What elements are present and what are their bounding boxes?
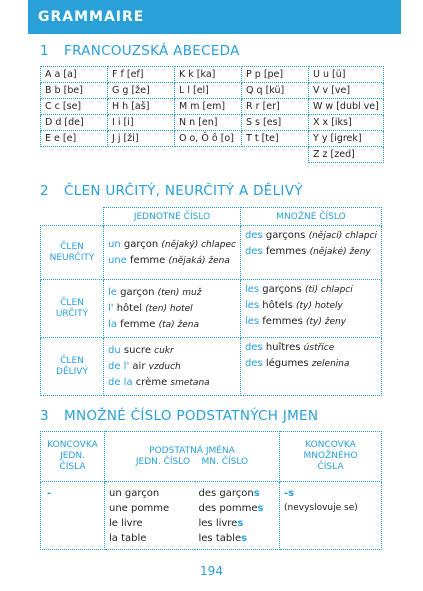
pronunciation: [ve]: [331, 85, 351, 96]
row-head: ČLEN NEURČITÝ: [41, 226, 104, 280]
translation: vzduch: [148, 361, 181, 372]
letter: U u: [313, 69, 329, 80]
header-bar: [28, 0, 401, 34]
noun: crème: [135, 376, 168, 388]
noun: huîtres: [265, 342, 301, 353]
alphabet-cell: [41, 147, 108, 163]
pronunciation: [kü]: [265, 85, 285, 96]
pronunciation: [em]: [202, 101, 226, 112]
plural-noun: des garçons: [198, 488, 260, 499]
pronunciation: [en]: [198, 117, 218, 128]
header-title: GRAMMAIRE: [38, 9, 145, 25]
alphabet-cell: [41, 115, 108, 131]
empty-corner: [41, 208, 104, 226]
letter: I i: [112, 117, 121, 128]
alphabet-cell: [108, 147, 175, 163]
article: un: [108, 238, 121, 250]
section-1-title: 1 FRANCOUZSKÁ ABECEDA: [40, 43, 240, 59]
article-example: [108, 359, 236, 375]
alphabet-row: [41, 67, 384, 83]
alphabet-row: [41, 147, 384, 163]
article-example: [108, 285, 236, 301]
alphabet-row: [41, 131, 384, 147]
letter: L l: [179, 85, 190, 96]
noun: femmes: [262, 316, 303, 327]
article-example: [108, 375, 236, 391]
article-example: [245, 282, 377, 298]
article: une: [108, 254, 127, 266]
letter: X x: [313, 117, 329, 128]
noun: garçon: [123, 238, 159, 250]
translation: smetana: [170, 377, 210, 388]
section-2-title: 2 ČLEN URČITÝ, NEURČITÝ A DĚLIVÝ: [40, 183, 303, 199]
pronunciation: [pe]: [263, 69, 284, 80]
letter: H h: [112, 101, 129, 112]
article-example: [108, 237, 236, 253]
col-singular: JEDNOTNÉ ČÍSLO: [104, 208, 241, 226]
alphabet-cell: [175, 115, 242, 131]
section-3-title: 3 MNOŽNÉ ČÍSLO PODSTATNÝCH JMEN: [40, 408, 319, 424]
translation: zelenina: [311, 359, 350, 369]
alphabet-cell: [108, 99, 175, 115]
letter: T t: [246, 133, 259, 144]
alphabet-cell: [41, 67, 108, 83]
singular-nouns: [105, 482, 195, 550]
article-example: [108, 301, 236, 317]
article-example: [108, 343, 236, 359]
col-plural: MNOŽNÉ ČÍSLO: [240, 208, 381, 226]
letter: O o, Ô ô: [179, 133, 218, 144]
letter: Z z: [313, 149, 328, 160]
plural-noun: les livres: [198, 518, 244, 529]
ending-plural: -s (nevyslovuje se): [280, 482, 382, 550]
alphabet-cell: [242, 131, 309, 147]
singular-noun: le livre: [109, 518, 143, 529]
pronunciation: [e]: [62, 133, 77, 144]
alphabet-cell: [175, 67, 242, 83]
plural-cell: [240, 338, 381, 396]
plural-ending: s: [253, 488, 260, 499]
pronunciation: [iks]: [331, 117, 352, 128]
plural-ending: s: [237, 518, 244, 529]
alphabet-row: [41, 115, 384, 131]
plural-cell: [240, 280, 381, 338]
alphabet-table: [40, 66, 384, 163]
letter: F f: [112, 69, 124, 80]
alphabet-cell: [41, 99, 108, 115]
alphabet-cell: [242, 83, 309, 99]
translation: (ti) chlapci: [304, 285, 353, 295]
article-row: [41, 280, 382, 338]
letter: C c: [45, 101, 60, 112]
row-head: ČLEN URČITÝ: [41, 280, 104, 338]
noun: sucre: [123, 344, 151, 356]
alphabet-cell: [242, 147, 309, 163]
letter: M m: [179, 101, 200, 112]
translation: (ty) ženy: [305, 317, 347, 327]
alphabet-cell: [108, 131, 175, 147]
letter: Y y: [313, 133, 328, 144]
noun: garçons: [265, 230, 306, 241]
page-number: 194: [200, 564, 223, 578]
translation: cukr: [154, 345, 174, 356]
letter: J j: [112, 133, 121, 144]
alphabet-cell: [309, 131, 384, 147]
alphabet-row: [41, 99, 384, 115]
pronunciation: [i]: [123, 117, 134, 128]
pronunciation: [es]: [263, 117, 282, 128]
alphabet-cell: [108, 83, 175, 99]
article: les: [244, 316, 260, 327]
pronunciation: [že]: [131, 85, 150, 96]
pronunciation: [o]: [220, 133, 234, 144]
pronunciation: [el]: [192, 85, 209, 96]
alphabet-cell: [309, 83, 384, 99]
noun: air: [132, 360, 146, 372]
article: des: [244, 342, 263, 353]
plural-ending: s: [241, 533, 248, 544]
plural-cell: [240, 226, 381, 280]
article: les: [244, 300, 260, 311]
alphabet-cell: [175, 99, 242, 115]
alphabet-cell: [175, 83, 242, 99]
letter: A a: [45, 69, 61, 80]
article: des: [244, 358, 263, 369]
pronunciation: [se]: [62, 101, 82, 112]
plural-noun: les tables: [198, 533, 248, 544]
letter: E e: [45, 133, 60, 144]
alphabet-cell: [309, 147, 384, 163]
singular-noun: une pomme: [109, 503, 170, 514]
plural-nouns-table: [40, 431, 382, 550]
col-ending-singular: KONCOVKA JEDN. ČÍSLA: [41, 432, 105, 482]
translation: (ta) žena: [158, 319, 200, 330]
pronunciation: [aš]: [131, 101, 150, 112]
article: le: [108, 286, 117, 298]
alphabet-cell: [108, 115, 175, 131]
article: des: [244, 246, 263, 257]
translation: ústřice: [303, 343, 335, 353]
singular-noun: un garçon: [109, 488, 160, 499]
translation: (nějaké) ženy: [309, 247, 371, 257]
article: les: [244, 284, 260, 295]
alphabet-cell: [175, 131, 242, 147]
pronunciation: [ü]: [332, 69, 346, 80]
alphabet-cell: [242, 115, 309, 131]
col-nouns: PODSTATNÁ JMÉNA JEDN. ČÍSLO MN. ČÍSLO: [105, 432, 280, 482]
article: la: [108, 318, 117, 330]
letter: V v: [313, 85, 329, 96]
letter: Q q: [246, 85, 263, 96]
article-row: [41, 226, 382, 280]
article-example: [245, 298, 377, 314]
plural-nouns: [195, 482, 280, 550]
alphabet-cell: [175, 147, 242, 163]
article-example: [108, 253, 236, 269]
pronunciation: [zed]: [330, 149, 355, 160]
noun: légumes: [265, 358, 309, 369]
translation: (nějaký) chlapec: [161, 239, 236, 250]
pronunciation: [a]: [63, 69, 77, 80]
noun: femme: [130, 254, 166, 266]
pronunciation: [dubl ve]: [336, 101, 379, 112]
singular-cell: [104, 338, 241, 396]
alphabet-row: [41, 83, 384, 99]
letter: P p: [246, 69, 261, 80]
alphabet-cell: [309, 115, 384, 131]
article-example: [245, 314, 377, 330]
pronunciation: [te]: [261, 133, 279, 144]
articles-table: [40, 207, 382, 396]
alphabet-cell: [309, 67, 384, 83]
alphabet-cell: [41, 131, 108, 147]
article-example: [245, 228, 377, 244]
translation: (ten) muž: [157, 287, 202, 298]
singular-cell: [104, 226, 241, 280]
ending-singular: -: [41, 482, 105, 550]
pronunciation: [er]: [262, 101, 280, 112]
article: du: [108, 344, 121, 356]
article: l': [108, 302, 114, 314]
article-row: [41, 338, 382, 396]
alphabet-cell: [242, 67, 309, 83]
plural-ending: s: [257, 503, 264, 514]
pronunciation: [ka]: [196, 69, 216, 80]
article-example: [245, 244, 377, 260]
pronunciation: [de]: [64, 117, 84, 128]
pronunciation: [be]: [63, 85, 83, 96]
article: de l': [108, 360, 130, 372]
noun: femmes: [265, 246, 307, 257]
plural-noun: des pommes: [198, 503, 264, 514]
singular-noun: la table: [109, 533, 147, 544]
alphabet-cell: [41, 83, 108, 99]
alphabet-cell: [108, 67, 175, 83]
singular-cell: [104, 280, 241, 338]
letter: S s: [246, 117, 260, 128]
translation: (nějací) chlapci: [308, 231, 377, 241]
noun: garçon: [120, 286, 155, 298]
letter: G g: [112, 85, 129, 96]
article: de la: [108, 376, 133, 388]
translation: (ten) hotel: [145, 303, 193, 314]
pronunciation: [ži]: [123, 133, 139, 144]
alphabet-cell: [242, 99, 309, 115]
translation: (ty) hotely: [295, 301, 343, 311]
article-example: [245, 356, 377, 372]
letter: W w: [313, 101, 334, 112]
letter: B b: [45, 85, 61, 96]
letter: N n: [179, 117, 196, 128]
col-ending-plural: KONCOVKA MNOŽNÉHO ČÍSLA: [280, 432, 382, 482]
letter: K k: [179, 69, 194, 80]
article-example: [245, 340, 377, 356]
noun: hôtels: [262, 300, 293, 311]
article: des: [244, 230, 263, 241]
alphabet-cell: [309, 99, 384, 115]
pronunciation: [ef]: [126, 69, 144, 80]
article-example: [108, 317, 236, 333]
letter: D d: [45, 117, 62, 128]
letter: R r: [246, 101, 260, 112]
noun: garçons: [262, 284, 302, 295]
row-head: ČLEN DĚLIVÝ: [41, 338, 104, 396]
noun: femme: [120, 318, 156, 330]
noun: hôtel: [116, 302, 143, 314]
pronunciation: [igrek]: [330, 133, 362, 144]
translation: (nějaká) žena: [168, 255, 230, 266]
